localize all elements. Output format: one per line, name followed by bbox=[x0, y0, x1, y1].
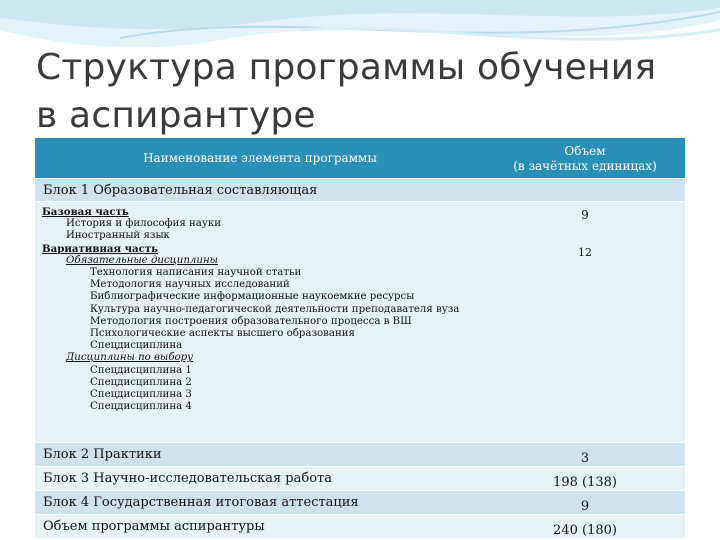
list-item: Технология написания научной статьи bbox=[90, 267, 302, 279]
row-value: 3 bbox=[580, 451, 590, 466]
details-list bbox=[35, 202, 485, 442]
list-item: Спецдисциплина 4 bbox=[90, 401, 192, 413]
variative-part-value: 12 bbox=[578, 246, 592, 259]
list-item: Библиографические информационные наукоемкие ресурсы bbox=[90, 291, 415, 303]
row-name: Объем программы аспирантуры bbox=[43, 519, 265, 534]
block-1-row: Блок 1 Образовательная составляющая bbox=[35, 178, 685, 201]
list-item: Спецдисциплина 3 bbox=[90, 389, 192, 401]
list-item: Дисциплины по выбору bbox=[66, 352, 194, 364]
list-item: Спецдисциплина 1 bbox=[90, 364, 192, 376]
program-structure-table bbox=[35, 138, 685, 538]
header-volume-cell bbox=[485, 138, 685, 178]
row-value: 198 (138) bbox=[553, 475, 617, 490]
list-item: Спецдисциплина bbox=[90, 340, 183, 352]
list-item: Методология научных исследований bbox=[90, 279, 290, 291]
slide-title-line-2: в аспирантуре bbox=[36, 95, 316, 136]
details-values bbox=[485, 202, 685, 442]
table-row bbox=[35, 442, 685, 466]
row-name: Блок 4 Государственная итоговая аттестация bbox=[43, 495, 359, 510]
list-item: Методология построения образовательного процесса в ВШ bbox=[90, 315, 412, 327]
list-item: Культура научно-педагогической деятельности преподавателя вуза bbox=[90, 303, 460, 315]
table-header bbox=[35, 138, 685, 178]
row-value: 9 bbox=[580, 499, 590, 514]
row-name: Блок 3 Научно-исследовательская работа bbox=[43, 471, 332, 486]
list-item: Вариативная часть bbox=[42, 242, 159, 255]
block-1-details-row bbox=[35, 201, 685, 442]
header-volume-line-1: Объем bbox=[564, 144, 606, 158]
table-row bbox=[35, 490, 685, 514]
table-row bbox=[35, 514, 685, 538]
header-name-cell: Наименование элемента программы bbox=[143, 151, 377, 165]
header-volume-line-2: (в зачётных единицах) bbox=[513, 159, 657, 173]
list-item: Иностранный язык bbox=[66, 230, 170, 242]
list-item: Обязательные дисциплины bbox=[66, 254, 218, 266]
row-name: Блок 2 Практики bbox=[43, 447, 162, 462]
base-part-value: 9 bbox=[581, 208, 589, 222]
list-item: Базовая часть bbox=[42, 206, 129, 218]
list-item: Психологические аспекты высшего образования bbox=[90, 328, 355, 340]
row-value: 240 (180) bbox=[553, 523, 617, 538]
list-item: История и философия науки bbox=[66, 218, 222, 230]
slide-title bbox=[36, 44, 696, 140]
list-item: Спецдисциплина 2 bbox=[90, 376, 192, 388]
table-row bbox=[35, 466, 685, 490]
slide-title-line-1: Структура программы обучения bbox=[36, 47, 657, 88]
